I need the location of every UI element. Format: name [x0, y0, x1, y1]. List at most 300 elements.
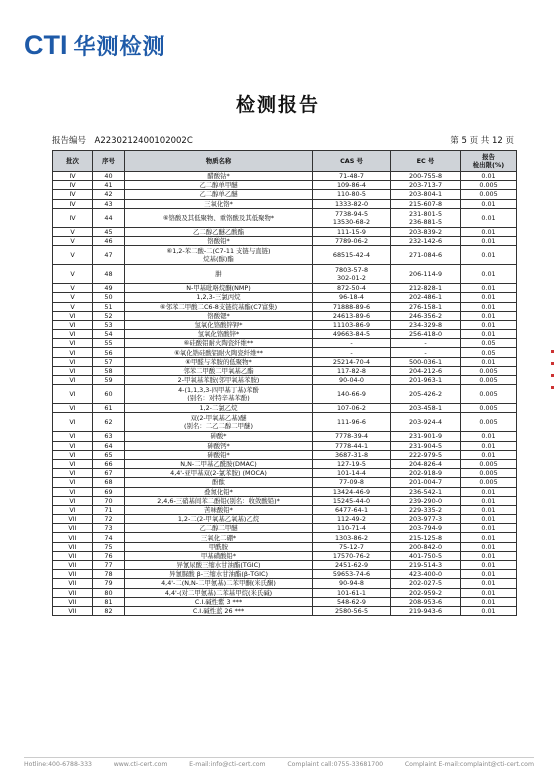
cell-cas: 117-82-8 — [313, 366, 391, 375]
cell-limit: 0.01 — [461, 357, 517, 366]
cell-limit: 0.01 — [461, 542, 517, 551]
cell-no: 81 — [93, 597, 125, 606]
table-row — [53, 320, 517, 329]
footer-complaint-email: Complaint E-mail:complaint@cti-cert.com — [404, 761, 534, 768]
table-row — [53, 366, 517, 375]
cell-cas: 101-14-4 — [313, 469, 391, 478]
cell-limit: 0.05 — [461, 348, 517, 357]
table-row — [53, 227, 517, 236]
cell-substance: 氢氧化铬酸锌* — [125, 330, 313, 339]
cell-batch: VI — [53, 478, 93, 487]
table-row — [53, 236, 517, 245]
cell-no: 71 — [93, 505, 125, 514]
table-row — [53, 357, 517, 366]
cell-ec: 219-943-6 — [391, 606, 461, 615]
cell-cas: 7778-44-1 — [313, 441, 391, 450]
cell-ec: - — [391, 339, 461, 348]
cell-substance: 双(2-甲氧基乙基)醚 (别名：二乙二醇二甲醚) — [125, 413, 313, 432]
cell-limit: 0.01 — [461, 227, 517, 236]
table-row — [53, 293, 517, 302]
cell-limit: 0.005 — [461, 376, 517, 385]
table-row — [53, 570, 517, 579]
cell-ec: 236-542-1 — [391, 487, 461, 496]
cell-cas: 111-96-6 — [313, 413, 391, 432]
cell-ec: 204-826-4 — [391, 459, 461, 468]
cell-ec: 203-804-1 — [391, 190, 461, 199]
cell-ec: 401-750-5 — [391, 551, 461, 560]
cell-limit: 0.01 — [461, 432, 517, 441]
cell-ec: 500-036-1 — [391, 357, 461, 366]
cell-cas: 140-66-9 — [313, 385, 391, 404]
cell-ec: 276-158-1 — [391, 302, 461, 311]
cell-ec: 202-486-1 — [391, 293, 461, 302]
cell-batch: VI — [53, 376, 93, 385]
cell-limit: 0.01 — [461, 487, 517, 496]
table-row — [53, 181, 517, 190]
cell-ec: 234-329-8 — [391, 320, 461, 329]
cell-cas: 872-50-4 — [313, 284, 391, 293]
cell-ec: 202-027-5 — [391, 579, 461, 588]
table-row — [53, 487, 517, 496]
cell-batch: VII — [53, 515, 93, 524]
cell-cas: - — [313, 339, 391, 348]
cell-batch: VII — [53, 597, 93, 606]
cell-ec: 203-839-2 — [391, 227, 461, 236]
cell-ec: 203-924-4 — [391, 413, 461, 432]
cell-substance: N-甲基吡咯烷酮(NMP) — [125, 284, 313, 293]
cell-ec: 206-114-9 — [391, 265, 461, 284]
cell-ec: 202-918-9 — [391, 469, 461, 478]
cell-limit: 0.01 — [461, 579, 517, 588]
cell-batch: VII — [53, 579, 93, 588]
cell-cas: 13424-46-9 — [313, 487, 391, 496]
cell-limit: 0.01 — [461, 236, 517, 245]
page-info: 第 5 页 共 12 页 — [450, 136, 514, 146]
cell-limit: 0.01 — [461, 293, 517, 302]
table-row — [53, 561, 517, 570]
cell-substance: 2-甲氧基苯胺(邻甲氧基苯胺) — [125, 376, 313, 385]
cell-substance: ⑥硅酸铝耐火陶瓷纤维** — [125, 339, 313, 348]
cell-no: 62 — [93, 413, 125, 432]
cell-batch: VI — [53, 311, 93, 320]
cell-ec: 201-004-7 — [391, 478, 461, 487]
cell-cas: 17570-76-2 — [313, 551, 391, 560]
cell-batch: VII — [53, 588, 93, 597]
cell-substance: 4-(1,1,3,3-四甲基丁基)苯酚 (别名：对特辛基苯酚) — [125, 385, 313, 404]
table-row — [53, 588, 517, 597]
cell-limit: 0.005 — [461, 190, 517, 199]
cell-no: 48 — [93, 265, 125, 284]
cell-ec: 222-979-5 — [391, 450, 461, 459]
cell-limit: 0.01 — [461, 561, 517, 570]
cell-no: 51 — [93, 302, 125, 311]
cell-batch: VI — [53, 459, 93, 468]
header-ec: EC 号 — [391, 151, 461, 172]
cell-substance: 氢氧化铬酸锌钾* — [125, 320, 313, 329]
table-row — [53, 542, 517, 551]
cell-limit: 0.005 — [461, 366, 517, 375]
footer-web: www.cti-cert.com — [113, 761, 168, 768]
cell-batch: V — [53, 246, 93, 265]
cell-cas: 77-09-8 — [313, 478, 391, 487]
table-row — [53, 533, 517, 542]
cell-no: 67 — [93, 469, 125, 478]
cell-cas: 1333-82-0 — [313, 199, 391, 208]
cell-batch: V — [53, 293, 93, 302]
cell-substance: N,N-二甲基乙酰胺(DMAC) — [125, 459, 313, 468]
cell-cas: 59653-74-6 — [313, 570, 391, 579]
cell-limit: 0.005 — [461, 478, 517, 487]
cell-substance: 三氧化二硼* — [125, 533, 313, 542]
cell-cas: 7803-57-8 302-01-2 — [313, 265, 391, 284]
cell-no: 57 — [93, 357, 125, 366]
cell-no: 66 — [93, 459, 125, 468]
footer — [24, 757, 534, 768]
cell-substance: 异氰脲酸 β-三缩水甘油酯(β-TGIC) — [125, 570, 313, 579]
cell-limit: 0.01 — [461, 450, 517, 459]
cell-no: 59 — [93, 376, 125, 385]
cell-no: 47 — [93, 246, 125, 265]
cell-substance: 酚酞 — [125, 478, 313, 487]
cell-substance: 砷酸铅* — [125, 450, 313, 459]
cell-batch: VI — [53, 330, 93, 339]
cell-limit: 0.005 — [461, 404, 517, 413]
table-row — [53, 606, 517, 615]
cell-limit: 0.01 — [461, 302, 517, 311]
cell-no: 72 — [93, 515, 125, 524]
cell-batch: V — [53, 236, 93, 245]
cell-batch: VI — [53, 348, 93, 357]
cell-ec: 256-418-0 — [391, 330, 461, 339]
cell-no: 42 — [93, 190, 125, 199]
cell-ec: 219-514-3 — [391, 561, 461, 570]
table-row — [53, 459, 517, 468]
cell-no: 80 — [93, 588, 125, 597]
cell-substance: ⑥甲醛与苯胺的低聚物* — [125, 357, 313, 366]
cell-limit: 0.005 — [461, 469, 517, 478]
cell-no: 63 — [93, 432, 125, 441]
cell-limit: 0.01 — [461, 496, 517, 505]
cell-no: 82 — [93, 606, 125, 615]
cell-substance: 1,2-二(2-甲氧基乙氧基)乙烷 — [125, 515, 313, 524]
cell-substance: 1,2,3-三氯丙烷 — [125, 293, 313, 302]
cell-no: 68 — [93, 478, 125, 487]
cell-batch: VII — [53, 524, 93, 533]
cell-limit: 0.005 — [461, 385, 517, 404]
table-row — [53, 469, 517, 478]
cell-batch: VII — [53, 542, 93, 551]
cell-cas: 7778-39-4 — [313, 432, 391, 441]
cell-substance: C.I.碱性紫 3 *** — [125, 597, 313, 606]
cell-cas: 11103-86-9 — [313, 320, 391, 329]
table-row — [53, 246, 517, 265]
cell-batch: VI — [53, 339, 93, 348]
cell-batch: IV — [53, 181, 93, 190]
cell-limit: 0.005 — [461, 181, 517, 190]
cell-batch: IV — [53, 190, 93, 199]
cell-no: 49 — [93, 284, 125, 293]
cell-ec: 423-400-0 — [391, 570, 461, 579]
table-row — [53, 441, 517, 450]
cell-cas: 71-48-7 — [313, 172, 391, 181]
cell-ec: 215-125-8 — [391, 533, 461, 542]
cell-substance: 4,4'-二(N,N-二甲氨基)二苯甲酮(米氏酮) — [125, 579, 313, 588]
cell-substance: 乙二醇单甲醚 — [125, 181, 313, 190]
cell-cas: 3687-31-8 — [313, 450, 391, 459]
table-row — [53, 478, 517, 487]
table-row — [53, 302, 517, 311]
cell-batch: VII — [53, 606, 93, 615]
cell-substance: 1,2-二氯乙烷 — [125, 404, 313, 413]
cell-cas: 107-06-2 — [313, 404, 391, 413]
cell-limit: 0.01 — [461, 330, 517, 339]
cell-substance: 甲酰胺 — [125, 542, 313, 551]
cell-batch: VI — [53, 357, 93, 366]
cell-no: 53 — [93, 320, 125, 329]
cell-substance: 肼 — [125, 265, 313, 284]
cell-batch: VI — [53, 505, 93, 514]
cell-no: 76 — [93, 551, 125, 560]
cell-limit: 0.01 — [461, 515, 517, 524]
cell-limit: 0.01 — [461, 533, 517, 542]
table-header-row — [53, 151, 517, 172]
cell-ec: 200-755-8 — [391, 172, 461, 181]
cell-batch: VII — [53, 533, 93, 542]
cell-no: 46 — [93, 236, 125, 245]
table-row — [53, 515, 517, 524]
cell-no: 52 — [93, 311, 125, 320]
cell-batch: VI — [53, 469, 93, 478]
cell-batch: VI — [53, 404, 93, 413]
cell-substance: 叠氮化铅* — [125, 487, 313, 496]
cell-substance: 砷酸* — [125, 432, 313, 441]
cell-cas: 71888-89-6 — [313, 302, 391, 311]
cell-no: 74 — [93, 533, 125, 542]
cell-batch: VII — [53, 551, 93, 560]
table-row — [53, 404, 517, 413]
cell-no: 40 — [93, 172, 125, 181]
cell-cas: 548-62-9 — [313, 597, 391, 606]
company-logo — [24, 30, 166, 61]
cell-cas: 7738-94-5 13530-68-2 — [313, 208, 391, 227]
cell-batch: IV — [53, 199, 93, 208]
cell-limit: 0.01 — [461, 588, 517, 597]
cell-cas: 96-18-4 — [313, 293, 391, 302]
cell-limit: 0.005 — [461, 413, 517, 432]
cell-no: 44 — [93, 208, 125, 227]
cell-ec: 205-426-2 — [391, 385, 461, 404]
cell-substance: 4,4'-亚甲基双(2-氯苯胺) (MOCA) — [125, 469, 313, 478]
cell-cas: 112-49-2 — [313, 515, 391, 524]
table-row — [53, 190, 517, 199]
cell-cas: 49663-84-5 — [313, 330, 391, 339]
cell-batch: VII — [53, 570, 93, 579]
cell-no: 54 — [93, 330, 125, 339]
cell-batch: VI — [53, 432, 93, 441]
cell-cas: 25214-70-4 — [313, 357, 391, 366]
cell-substance: ⑥氧化锆硅酸铝耐火陶瓷纤维** — [125, 348, 313, 357]
header-limit: 报告 检出限(%) — [461, 151, 517, 172]
cell-cas: 2451-62-9 — [313, 561, 391, 570]
cell-ec: 208-953-6 — [391, 597, 461, 606]
cell-ec: 231-901-9 — [391, 432, 461, 441]
cell-ec: 246-356-2 — [391, 311, 461, 320]
table-row — [53, 199, 517, 208]
table-row — [53, 432, 517, 441]
cell-cas: - — [313, 348, 391, 357]
cell-substance: 三氧化铬* — [125, 199, 313, 208]
footer-complaint-call: Complaint call:0755-33681700 — [287, 761, 384, 768]
header-cas: CAS 号 — [313, 151, 391, 172]
cell-batch: V — [53, 302, 93, 311]
cell-substance: ⑥邻苯二甲酸二C6-8支链烷基酯(C7富集) — [125, 302, 313, 311]
table-row — [53, 551, 517, 560]
table-row — [53, 450, 517, 459]
cell-substance: 铬酸锶* — [125, 311, 313, 320]
cell-ec: 271-084-6 — [391, 246, 461, 265]
cell-ec: 231-801-5 236-881-5 — [391, 208, 461, 227]
cell-batch: VI — [53, 441, 93, 450]
table-row — [53, 524, 517, 533]
cell-cas: 7789-06-2 — [313, 236, 391, 245]
cell-cas: 15245-44-0 — [313, 496, 391, 505]
cell-no: 60 — [93, 385, 125, 404]
header-no: 序号 — [93, 151, 125, 172]
cell-ec: 202-959-2 — [391, 588, 461, 597]
cell-batch: IV — [53, 208, 93, 227]
table-row — [53, 311, 517, 320]
cell-ec: 212-828-1 — [391, 284, 461, 293]
cell-limit: 0.05 — [461, 339, 517, 348]
cell-substance: 2,4,6-三硝基间苯二酚铅(别名：收敛酸铅)* — [125, 496, 313, 505]
cell-limit: 0.01 — [461, 606, 517, 615]
cell-ec: 232-142-6 — [391, 236, 461, 245]
cell-limit: 0.005 — [461, 459, 517, 468]
cell-substance: 异氰尿酸三缩水甘油酯(TGIC) — [125, 561, 313, 570]
cell-batch: VI — [53, 413, 93, 432]
cell-no: 65 — [93, 450, 125, 459]
report-number: 报告编号 A2230212400102002C — [52, 136, 193, 146]
cell-batch: V — [53, 265, 93, 284]
cell-ec: 215-607-8 — [391, 199, 461, 208]
cell-substance: C.I.碱性蓝 26 *** — [125, 606, 313, 615]
cell-no: 75 — [93, 542, 125, 551]
cell-no: 73 — [93, 524, 125, 533]
cell-no: 41 — [93, 181, 125, 190]
cell-batch: V — [53, 284, 93, 293]
cell-substance: 邻苯二甲酸二甲氧基乙酯 — [125, 366, 313, 375]
cell-ec: 203-713-7 — [391, 181, 461, 190]
cell-limit: 0.01 — [461, 524, 517, 533]
table-row — [53, 376, 517, 385]
cell-batch: VI — [53, 366, 93, 375]
cell-no: 64 — [93, 441, 125, 450]
margin-marks — [551, 350, 554, 410]
table-row — [53, 496, 517, 505]
table-row — [53, 597, 517, 606]
cell-ec: - — [391, 348, 461, 357]
cell-limit: 0.01 — [461, 284, 517, 293]
cell-limit: 0.01 — [461, 265, 517, 284]
cell-limit: 0.01 — [461, 172, 517, 181]
cell-limit: 0.01 — [461, 441, 517, 450]
cell-cas: 75-12-7 — [313, 542, 391, 551]
cell-no: 55 — [93, 339, 125, 348]
cell-substance: 甲基磺酸铅* — [125, 551, 313, 560]
cell-batch: VI — [53, 450, 93, 459]
table-row — [53, 505, 517, 514]
document-title: 检测报告 — [235, 94, 320, 116]
cell-cas: 109-86-4 — [313, 181, 391, 190]
cell-limit: 0.01 — [461, 570, 517, 579]
cell-limit: 0.01 — [461, 320, 517, 329]
footer-email: E-mail:info@cti-cert.com — [189, 761, 266, 768]
table-row — [53, 339, 517, 348]
cell-cas: 68515-42-4 — [313, 246, 391, 265]
table-row — [53, 413, 517, 432]
cell-ec: 201-963-1 — [391, 376, 461, 385]
cell-no: 78 — [93, 570, 125, 579]
footer-hotline: Hotline:400-6788-333 — [24, 761, 92, 768]
cell-no: 43 — [93, 199, 125, 208]
cell-no: 61 — [93, 404, 125, 413]
cell-batch: VI — [53, 385, 93, 404]
cell-ec: 239-290-0 — [391, 496, 461, 505]
cell-cas: 90-94-8 — [313, 579, 391, 588]
cell-ec: 231-904-5 — [391, 441, 461, 450]
cell-no: 69 — [93, 487, 125, 496]
cell-no: 77 — [93, 561, 125, 570]
cell-limit: 0.01 — [461, 551, 517, 560]
cell-limit: 0.01 — [461, 246, 517, 265]
table-row — [53, 385, 517, 404]
cell-ec: 229-335-2 — [391, 505, 461, 514]
cell-ec: 203-794-9 — [391, 524, 461, 533]
header-substance: 物质名称 — [125, 151, 313, 172]
cell-cas: 110-80-5 — [313, 190, 391, 199]
table-row — [53, 348, 517, 357]
logo-name: 华测检测 — [73, 35, 166, 60]
table-row — [53, 172, 517, 181]
cell-ec: 204-212-6 — [391, 366, 461, 375]
cell-cas: 111-15-9 — [313, 227, 391, 236]
cell-no: 50 — [93, 293, 125, 302]
table-row — [53, 579, 517, 588]
cell-batch: VI — [53, 487, 93, 496]
cell-no: 58 — [93, 366, 125, 375]
cell-limit: 0.01 — [461, 199, 517, 208]
table-row — [53, 208, 517, 227]
cell-limit: 0.01 — [461, 311, 517, 320]
cell-batch: VI — [53, 320, 93, 329]
header-batch: 批次 — [53, 151, 93, 172]
cell-substance: 乙二醇二甲醚 — [125, 524, 313, 533]
cell-substance: 砷酸钙* — [125, 441, 313, 450]
table-row — [53, 330, 517, 339]
cell-no: 56 — [93, 348, 125, 357]
cell-cas: 6477-64-1 — [313, 505, 391, 514]
cell-substance: 乙二醇乙醚乙酸酯 — [125, 227, 313, 236]
cell-ec: 203-977-3 — [391, 515, 461, 524]
cell-limit: 0.01 — [461, 597, 517, 606]
cell-substance: 铬酸铅* — [125, 236, 313, 245]
cell-batch: VII — [53, 561, 93, 570]
cell-substance: 苦味酸铅* — [125, 505, 313, 514]
cell-substance: 乙二醇单乙醚 — [125, 190, 313, 199]
cell-substance: 4,4'-(对二甲氨基)二苯基甲烷(米氏碱) — [125, 588, 313, 597]
cell-ec: 203-458-1 — [391, 404, 461, 413]
cell-batch: VI — [53, 496, 93, 505]
